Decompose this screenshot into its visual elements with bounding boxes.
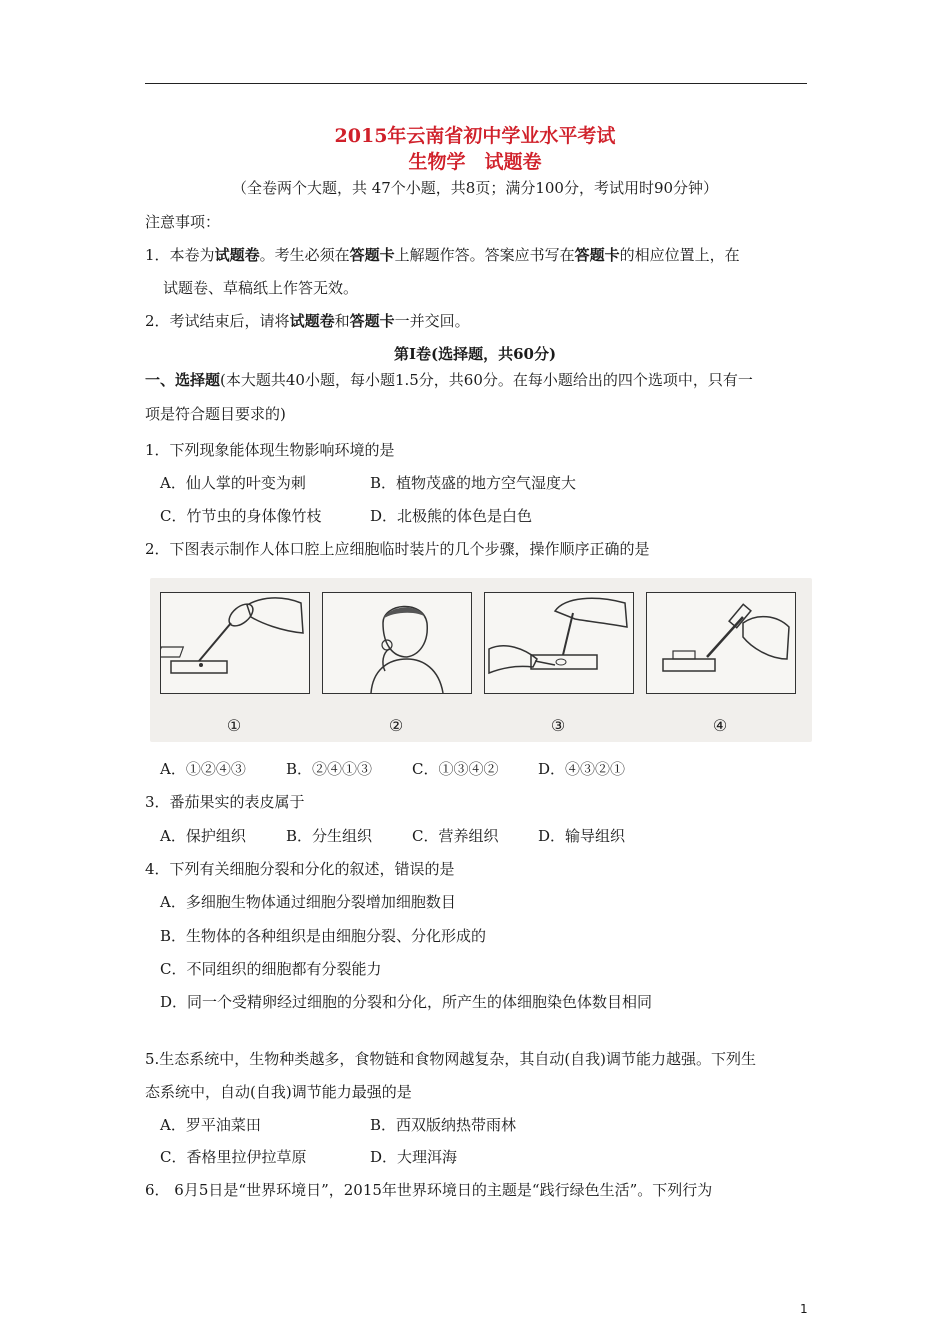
part-instructions-continued: 项是符合题目要求的): [145, 405, 286, 423]
step-panel-4: [646, 592, 796, 694]
q3-option-d: D．输导组织: [538, 827, 626, 845]
q2-option-a: A．①②④③: [160, 760, 246, 778]
q4-option-b: B．生物体的各种组织是由细胞分裂、分化形成的: [160, 927, 487, 945]
note-2: 2．考试结束后，请将试题卷和答题卡一并交回。: [145, 312, 470, 330]
q3-stem: 3．番茄果实的表皮属于: [145, 793, 305, 811]
exam-info: （全卷两个大题，共 47个小题，共8页；满分100分，考试用时90分钟）: [231, 179, 719, 197]
dropper-on-slide-illustration: [161, 593, 309, 693]
q5-option-b: B．西双版纳热带雨林: [370, 1116, 517, 1134]
q1-option-a: A．仙人掌的叶变为刺: [160, 474, 306, 492]
step-label-1: ①: [226, 716, 242, 735]
q2-option-b: B．②④①③: [286, 760, 373, 778]
q1-option-d: D．北极熊的体色是白色: [370, 507, 533, 525]
q1-option-b: B．植物茂盛的地方空气湿度大: [370, 474, 577, 492]
header-rule: [145, 83, 807, 84]
q4-stem: 4．下列有关细胞分裂和分化的叙述，错误的是: [145, 860, 455, 878]
q2-option-c: C．①③④②: [412, 760, 499, 778]
smearing-on-slide-illustration: [485, 593, 633, 693]
q3-option-c: C．营养组织: [412, 827, 499, 845]
step-label-2: ②: [388, 716, 404, 735]
page-number: 1: [800, 1302, 808, 1316]
q3-option-a: A．保护组织: [160, 827, 246, 845]
slide-preparation-figure: [150, 578, 812, 742]
q4-option-a: A．多细胞生物体通过细胞分裂增加细胞数目: [160, 893, 456, 911]
q4-option-c: C．不同组织的细胞都有分裂能力: [160, 960, 382, 978]
q1-stem: 1．下列现象能体现生物影响环境的是: [145, 441, 395, 459]
exam-subtitle: 生物学 试题卷: [408, 151, 542, 173]
q2-option-d: D．④③②①: [538, 760, 626, 778]
q4-option-d: D．同一个受精卵经过细胞的分裂和分化，所产生的体细胞染色体数目相同: [160, 993, 653, 1011]
exam-title: 2015年云南省初中学业水平考试: [334, 125, 616, 147]
staining-slide-illustration: [647, 593, 795, 693]
q5-option-a: A．罗平油菜田: [160, 1116, 261, 1134]
q1-option-c: C．竹节虫的身体像竹枝: [160, 507, 322, 525]
person-rinsing-mouth-illustration: [323, 593, 471, 693]
note-1: 1．本卷为试题卷。考生必须在答题卡上解题作答。答案应书写在答题卡的相应位置上，在: [145, 246, 740, 264]
q5-option-c: C．香格里拉伊拉草原: [160, 1148, 307, 1166]
step-panel-3: [484, 592, 634, 694]
q5-stem: 5.生态系统中，生物种类越多，食物链和食物网越复杂，其自动(自我)调节能力越强。下列生: [145, 1050, 757, 1068]
q5-stem-continued: 态系统中，自动(自我)调节能力最强的是: [145, 1083, 412, 1101]
notes-heading: 注意事项：: [145, 213, 221, 231]
step-panel-2: [322, 592, 472, 694]
step-label-4: ④: [712, 716, 728, 735]
q2-stem: 2．下图表示制作人体口腔上应细胞临时装片的几个步骤，操作顺序正确的是: [145, 540, 650, 558]
note-1-continued: 试题卷、草稿纸上作答无效。: [163, 279, 359, 297]
step-label-3: ③: [550, 716, 566, 735]
section-title: 第Ⅰ卷(选择题，共60分): [393, 345, 557, 363]
q5-option-d: D．大理洱海: [370, 1148, 458, 1166]
q6-stem: 6． 6月5日是“世界环境日”，2015年世界环境日的主题是“践行绿色生活”。下列行为: [145, 1181, 713, 1199]
step-panel-1: [160, 592, 310, 694]
q3-option-b: B．分生组织: [286, 827, 373, 845]
part-instructions: 一、选择题(本大题共40小题，每小题1.5分，共60分。在每小题给出的四个选项中，只有一: [145, 371, 753, 389]
